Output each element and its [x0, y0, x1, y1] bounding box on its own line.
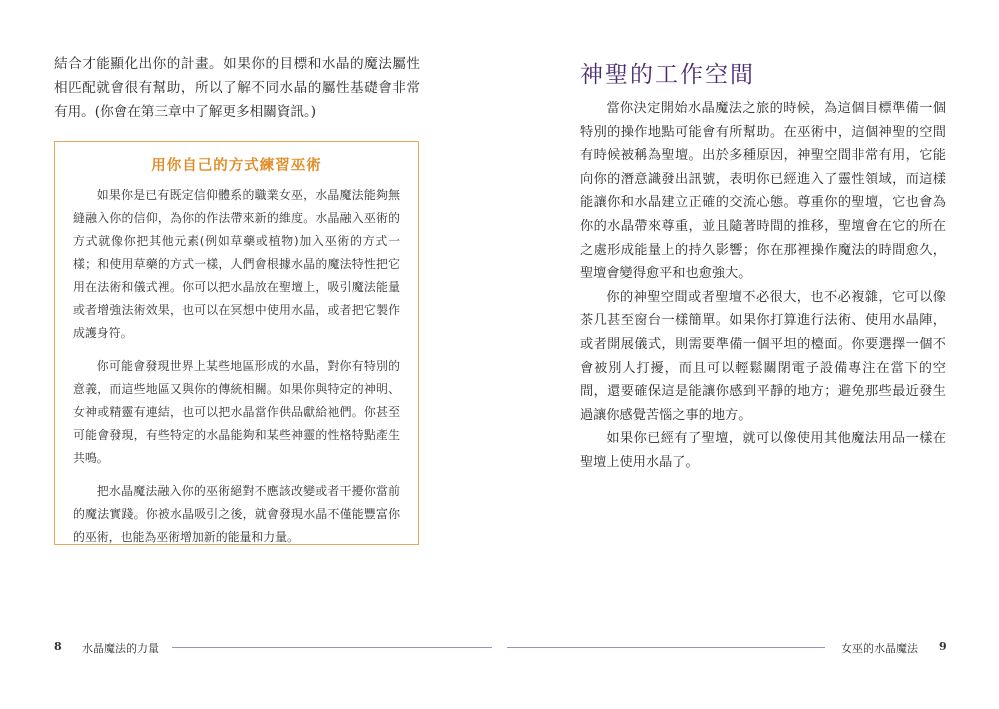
sidebar-box [54, 141, 419, 545]
page-number: 8 [54, 640, 62, 653]
footer-rule [507, 647, 825, 648]
left-page [0, 0, 499, 709]
lead-paragraph: 結合才能顯化出你的計畫。如果你的目標和水晶的魔法屬性相匹配就會很有幫助，所以了解不同水晶的屬性基礎會非常有用。(你會在第三章中了解更多相關資訊。) [54, 56, 420, 120]
page-number: 9 [939, 640, 947, 653]
section-title: 神聖的工作空間 [580, 62, 755, 88]
body-paragraph: 你的神聖空間或者聖壇不必很大，也不必複雜，它可以像茶几甚至窗台一樣簡單。如果你打算進行法術、使用水晶陣，或者開展儀式，則需要準備一個平坦的檯面。你要選擇一個不會被別人打擾，而且可以輕鬆關閉電子設備專注在當下的空間，還要確保這是能讓你感到平靜的地方；避免那些最近發生過讓你感覺苦惱之事的地方。 [580, 289, 946, 423]
footer-rule [172, 647, 492, 648]
sidebar-paragraph: 如果你是已有既定信仰體系的職業女巫，水晶魔法能夠無縫融入你的信仰，為你的作法帶來新的維度。水晶融入巫術的方式就像你把其他元素(例如草藥或植物)加入巫術的方式一樣；和使用草藥的方式一樣，人們會根據水晶的魔法特性把它用在法術和儀式裡。你可以把水晶放在聖壇上，吸引魔法能量或者增強法術效果，也可以在冥想中使用水晶，或者把它製作成護身符。 [73, 188, 400, 340]
sidebar-title: 用你自己的方式練習巫術 [151, 158, 322, 174]
running-title: 女巫的水晶魔法 [841, 642, 918, 655]
running-title: 水晶魔法的力量 [82, 642, 159, 655]
body-paragraph: 當你決定開始水晶魔法之旅的時候，為這個目標準備一個特別的操作地點可能會有所幫助。在巫術中，這個神聖的空間有時候被稱為聖壇。出於多種原因，神聖空間非常有用，它能向你的潛意識發出訊號，表明你已經進入了靈性領域，而這樣能讓你和水晶建立正確的交流心態。尊重你的聖壇，它也會為你的水晶帶來尊重，並且隨著時間的推移，聖壇會在它的所在之處形成能量上的持久影響；你在那裡操作魔法的時間愈久，聖壇會變得愈平和也愈強大。 [580, 101, 946, 282]
right-footer [499, 638, 999, 658]
body-paragraph: 如果你已經有了聖壇，就可以像使用其他魔法用品一樣在聖壇上使用水晶了。 [580, 431, 946, 470]
right-page [499, 0, 999, 709]
body-text [580, 97, 946, 475]
sidebar-paragraph: 你可能會發現世界上某些地區形成的水晶，對你有特別的意義，而這些地區又與你的傳統相關。如果你與特定的神明、女神或精靈有連結，也可以把水晶當作供品獻給祂們。你甚至可能會發現，有些特定的水晶能夠和某些神靈的性格特點產生共鳴。 [73, 359, 400, 465]
sidebar-paragraph: 把水晶魔法融入你的巫術絕對不應該改變或者干擾你當前的魔法實踐。你被水晶吸引之後，就會發現水晶不僅能豐富你的巫術，也能為巫術增加新的能量和力量。 [73, 484, 400, 544]
left-footer [0, 638, 499, 658]
